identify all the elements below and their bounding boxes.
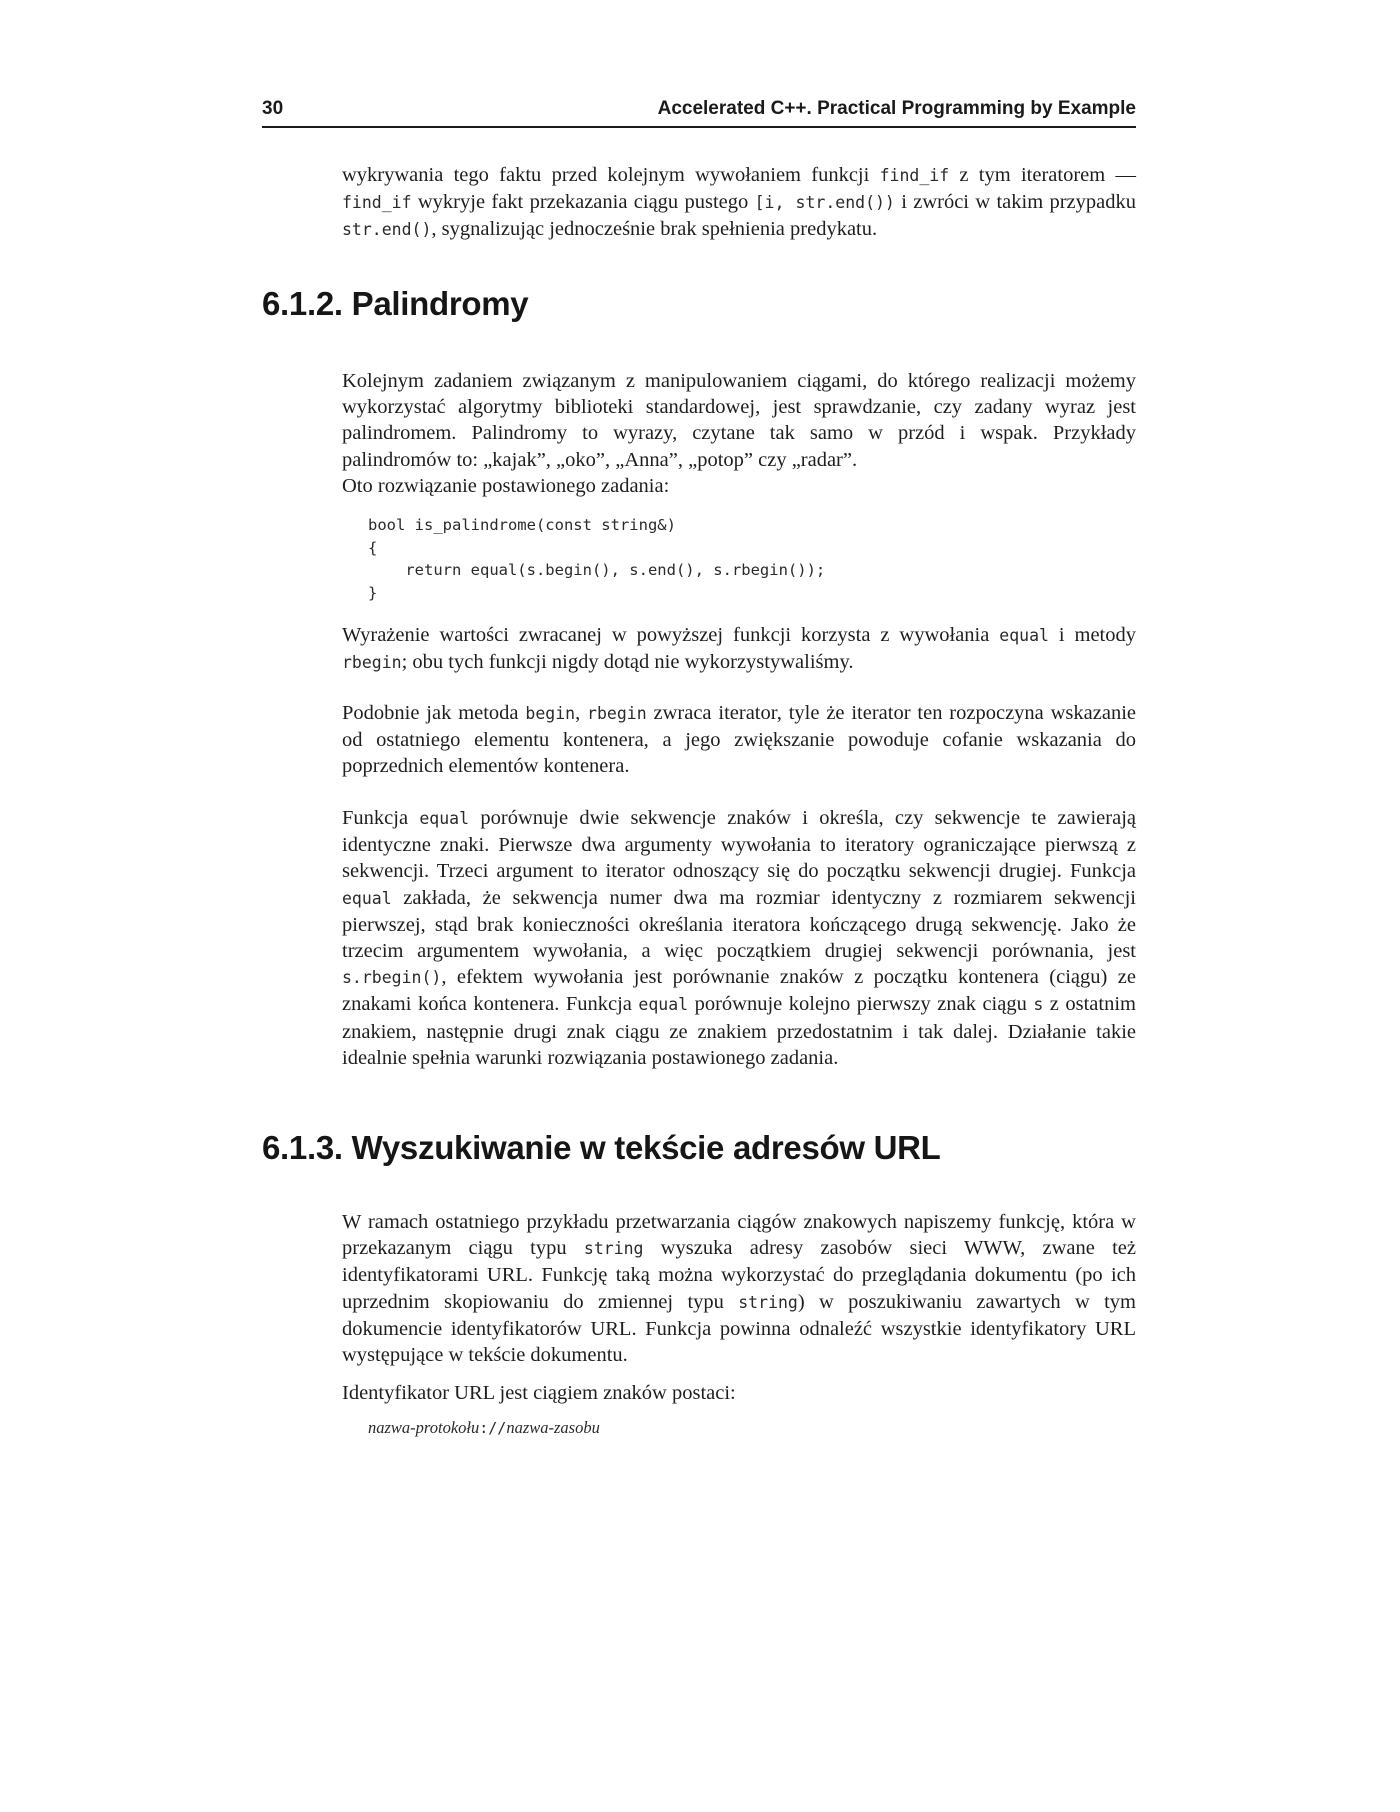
inline-code: [i, str.end()) <box>754 193 895 213</box>
paragraph-palindrome-intro: Kolejnym zadaniem związanym z manipulowaniem ciągami, do którego realizacji możemy wykorzystać algorytmy biblioteki standardowej, jest sprawdzanie, czy zadany wyraz jest palindromem. Palindromy to wyrazy, czytane tak samo w przód i wspak. Przykłady palindromów to: „kajak”, „oko”, „Anna”, „potop” czy „radar”. <box>342 370 1136 471</box>
code-line: { <box>368 538 378 557</box>
code-line: return equal(s.begin(), s.end(), s.rbegin()); <box>368 561 826 579</box>
url-resource: nazwa-zasobu <box>506 1418 600 1437</box>
inline-code: s <box>1033 995 1044 1015</box>
inline-code: find_if <box>342 193 412 213</box>
inline-code: find_if <box>879 166 950 185</box>
code-line: } <box>368 583 378 602</box>
url-pattern <box>368 1418 600 1438</box>
running-header <box>262 96 1136 128</box>
inline-code: str.end() <box>342 220 432 240</box>
paragraph-solution-lead: Oto rozwiązanie postawionego zadania: <box>342 475 670 497</box>
inline-code: begin <box>525 704 576 723</box>
inline-code: equal <box>342 888 392 908</box>
inline-code: equal <box>419 809 470 828</box>
url-separator: :// <box>479 1419 507 1437</box>
inline-code: rbegin <box>342 653 402 673</box>
inline-code: string <box>583 1239 644 1259</box>
code-block <box>368 514 825 604</box>
inline-code: rbegin <box>587 704 647 723</box>
paragraph-equal-rbegin: Wyrażenie wartości zwracanej w powyższej funkcji korzysta z wywołania equal i metody rbegin; obu tych funkcji nigdy dotąd nie wykorzystywaliśmy. <box>342 624 1136 674</box>
inline-code: equal <box>638 995 689 1015</box>
inline-code: s.rbegin() <box>342 968 442 988</box>
book-title: Accelerated C++. Practical Programming by Example <box>657 98 1136 119</box>
paragraph-intro: wykrywania tego faktu przed kolejnym wywołaniem funkcji find_if z tym iteratorem — find_if wykryje fakt przekazania ciągu pustego [i, str.end()) i zwróci w takim przypadku str.end(), sygnalizując jednocześnie brak spełnienia predykatu. <box>342 164 1136 241</box>
section-heading-palindromy: 6.1.2. Palindromy <box>262 285 529 322</box>
paragraph-equal-explained: Funkcja equal porównuje dwie sekwencje znaków i określa, czy sekwencje te zawierają identyczne znaki. Pierwsze dwa argumenty wywołania to iteratory ograniczające pierwszą z sekwencji. Trzeci argument to iterator odnoszący się do początku sekwencji drugiej. Funkcja equal zakłada, że sekwencja numer dwa ma rozmiar identyczny z rozmiarem sekwencji pierwszej, stąd brak konieczności określania iteratora kończącego drugą sekwencję. Jako że trzecim argumentem wywołania, a więc początkiem drugiej sekwencji porównania, jest s.rbegin(), efektem wywołania jest porównanie znaków z początku kontenera (ciągu) ze znakami końca kontenera. Funkcja equal porównuje kolejno pierwszy znak ciągu s z ostatnim znakiem, następnie drugi znak ciągu ze znakiem przedostatnim i tak dalej. Działanie takie idealnie spełnia warunki rozwiązania postawionego zadania. <box>342 807 1137 1069</box>
paragraph-rbegin: Podobnie jak metoda begin, rbegin zwraca iterator, tyle że iterator ten rozpoczyna wskazanie od ostatniego elementu kontenera, a jego zwiększanie powoduje cofanie wskazania do poprzednich elementów kontenera. <box>342 702 1136 778</box>
paragraph-url-intro: W ramach ostatniego przykładu przetwarzania ciągów znakowych napiszemy funkcję, która w przekazanym ciągu typu string wyszuka adresy zasobów sieci WWW, zwane też identyfikatorami URL. Funkcję taką można wykorzystać do przeglądania dokumentu (po ich uprzednim skopiowaniu do zmiennej typu string) w poszukiwaniu zawartych w tym dokumencie identyfikatorów URL. Funkcja powinna odnaleźć wszystkie identyfikatory URL występujące w tekście dokumentu. <box>342 1211 1136 1367</box>
section-heading-url: 6.1.3. Wyszukiwanie w tekście adresów URL <box>262 1129 941 1166</box>
paragraph-url-definition: Identyfikator URL jest ciągiem znaków postaci: <box>342 1382 736 1404</box>
inline-code: string <box>738 1292 798 1312</box>
code-line: bool is_palindrome(const string&) <box>368 516 676 534</box>
page-number: 30 <box>262 98 284 119</box>
inline-code: equal <box>999 626 1049 645</box>
url-protocol: nazwa-protokołu <box>368 1418 480 1437</box>
